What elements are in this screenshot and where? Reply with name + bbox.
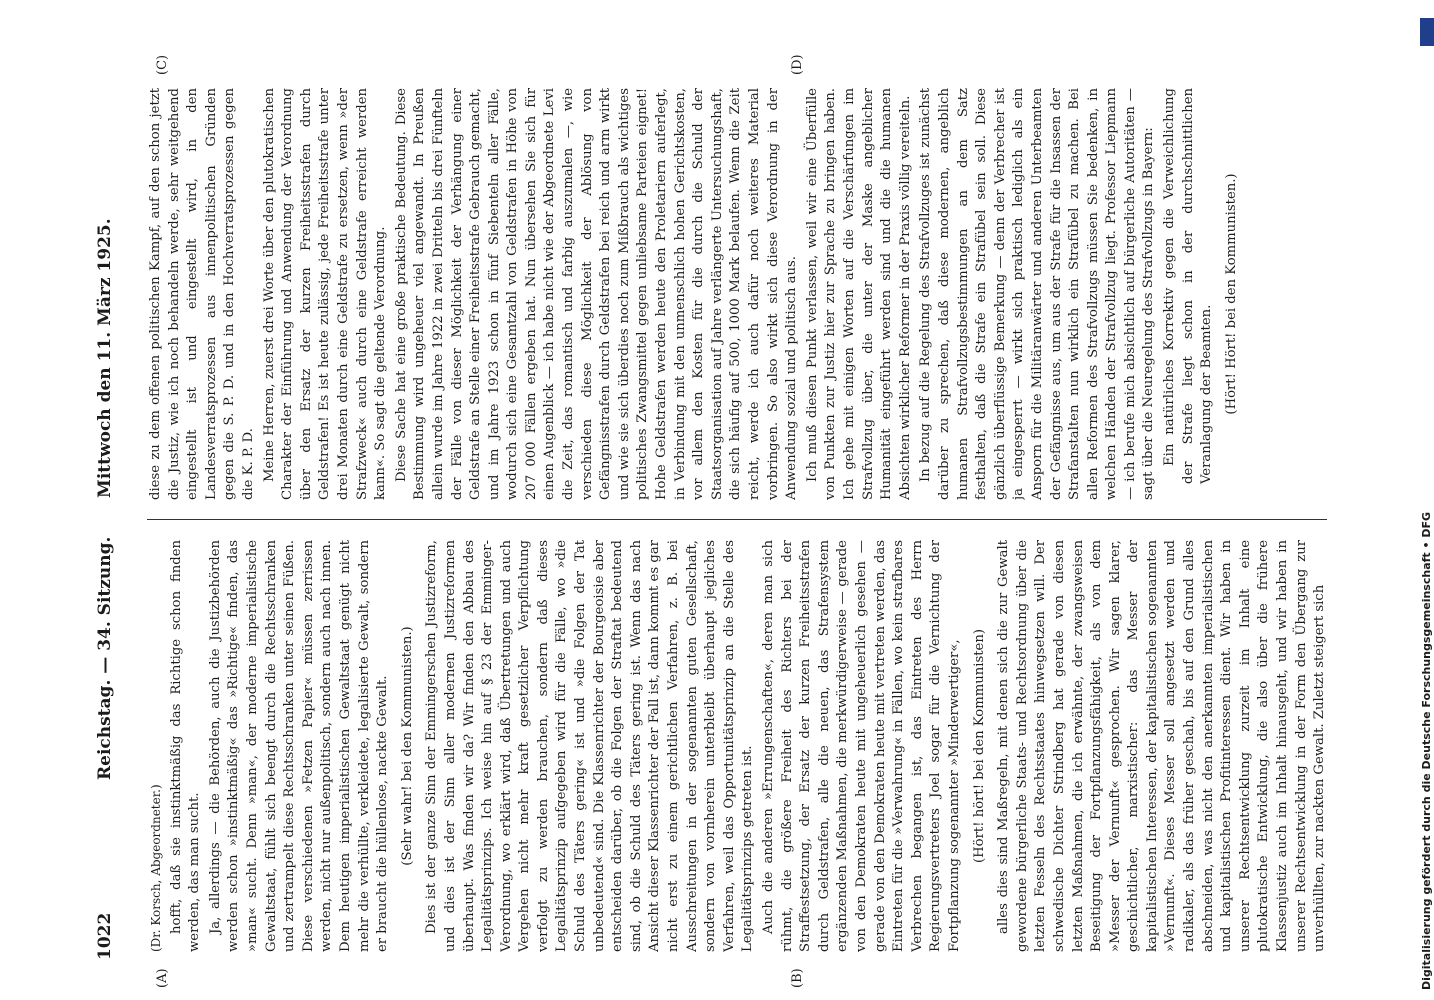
dfg-logo-icon	[1420, 18, 1434, 46]
paragraph: alles dies sind Maßregeln, mit denen sich die zur Gewalt gewordene bürgerliche Staats- und Rechtsordnung über die letzten Fesseln des Rechtsstaates hinwegsetzen will. Der schwedische Dichter Strindberg hat gerade von diesen letzten Maßnahmen, die ich erwähnte, der zwangsweisen Beseitigung der Fortpflanzungsfähigkeit, als von dem »Messer der Vernunft« gesprochen. Wir sagen klarer, geschichtlicher, marxistischer: das Messer der kapitalistischen Interessen, der kapitalistischen sogenannten »Vernunft«. Dieses Messer soll angesetzt werden und radikaler, als das früher geschah, bis auf den Grund alles abschneiden, was nicht den anerkannten imperialistischen und kapitalistischen Profitinteressen dient. Wir haben in unserer Rechtsentwicklung zurzeit im Inhalt eine plutokratische Entwicklung, die also über die frühere Klassenjustiz auch im Inhalt hinausgeht, und wir haben in unserer Rechtsentwicklung in der Form den Übergang zur unverhüllten, zur nackten Gewalt. Zuletzt steigert sich	[996, 540, 1328, 952]
paragraph: Ja, allerdings — die Behörden, auch die Justizbehörden werden schon »instinktmäßig« das »Richtige« finden, das »man« sucht. Denn »man«, der moderne imperialistische Gewaltstaat, fühlt sich beengt durch die Rechtsschranken und zertrampelt diese Rechtsschranken unter seinen Füßen. Diese verschiedenen »Fetzen Papier« müssen zerrissen werden, nicht nur außenpolitisch, sondern auch nach innen. Dem heutigen imperialistischen Gewaltstaat genügt nicht mehr die verhüllte, verkleidete, legalisierte Gewalt, sondern er braucht die hüllenlose, nackte Gewalt.	[207, 540, 391, 952]
column-divider	[147, 519, 1327, 520]
paragraph: Auch die anderen »Errungenschaften«, deren man sich rühmt, die größere Freiheit des Richters bei der Straffestsetzung, der Ersatz der kurzen Freiheitsstrafen durch Geldstrafen, alle die neuen, das Strafensystem ergänzenden Maßnahmen, die merkwürdigerweise — gerade von den Demokraten heute mit ungeheuerlich gesehen — gerade von den Demokraten heute mit vertreten werden, das Eintreten für die »Verwahrung« in Fällen, wo kein strafbares Verbrechen begangen ist, das Eintreten des Herrn Regierungsvertreters Joel sogar für die Vernichtung der Fortpflanzung sogenannter »Minderwertiger«,	[761, 540, 962, 952]
right-column	[147, 88, 1337, 500]
interjection: (Hört! hört! bei den Kommunisten)	[971, 629, 987, 863]
session-header: Reichstag. — 34. Sitzung.	[95, 536, 115, 780]
paragraph: Dies ist der ganze Sinn der Emmingerschen Justizreform, und dies ist der Sinn aller modernen Justizreformen überhaupt. Was finden wir da? Wir finden den Abbau des Legalitätsprinzips. Ich weise hin auf § 23 der Emminger-Verordnung, wo erklärt wird, daß Übertretungen und auch Vergehen nicht mehr kraft gesetzlicher Verpflichtung verfolgt zu werden brauchen, sondern daß dieses Legalitätsprinzip aufgegeben wird für die Fälle, wo »die Schuld des Täters gering« ist und »die Folgen der Tat unbedeutend« sind. Die Klassenrichter der Bourgeoisie aber entscheiden darüber, ob die Folgen der Straftat bedeutend sind, ob die Schuld des Täters gering ist. Wenn das nach Ansicht dieser Klassenrichter der Fall ist, dann kommt es gar nicht erst zu einem gerichtlichen Verfahren, z. B. bei Ausschreitungen in der sogenannten guten Gesellschaft, sondern von vornherein unterbleibt überhaupt jegliches Verfahren, weil das Opportunitätsprinzip an die Stelle des Legalitätsprinzips getreten ist.	[424, 540, 756, 952]
paragraph: hofft, daß sie instinktmäßig das Richtige schon finden werden, das man sucht.	[168, 540, 203, 952]
paragraph: Ich muß diesen Punkt verlassen, weil wir eine Überfülle von Punkten zur Justiz hier zur Sprache zu bringen haben. Ich gehe mit einigen Worten auf die Verschärfungen im Strafvollzug über, die unter der Maske angeblicher Humanität eingeführt werden sind und die die humanen Absichten wirklicher Reformer in der Praxis völlig vereiteln.	[804, 88, 913, 500]
margin-marker-b: (B)	[790, 968, 805, 988]
paragraph: Meine Herren, zuerst drei Worte über den plutokratischen Charakter der Einführung und Anwendung der Verordnung über den Ersatz der kurzen Freiheitsstrafen durch Geldstrafen! Es ist heute zulässig, jede Freiheitsstrafe unter drei Monaten durch eine Geldstrafe zu ersetzen, wenn »der Strafzweck« auch durch eine Geldstrafe erreicht werden kann«. So sagt die geltende Verordnung.	[261, 88, 389, 500]
paragraph: diese zu dem offenen politischen Kampf, auf den schon jetzt die Justiz, wie ich noch behandeln werde, sehr weitgehend eingestellt ist und eingestellt wird, in den Landesverratsprozessen aus innenpolitischen Gründen gegen die S. P. D. und in den Hochverratsprozessen gegen die K. P. D.	[148, 88, 256, 500]
digitization-credit	[1420, 10, 1434, 990]
margin-marker-d: (D)	[790, 54, 805, 75]
paragraph: Diese Sache hat eine große praktische Bedeutung. Diese Bestimmung wird ungeheuer viel angewandt. In Preußen allein wurde im Jahre 1922 in zwei Dritteln bis drei Fünfteln der Fälle von dieser Möglichkeit der Verhängung einer Geldstrafe an Stelle einer Freiheitsstrafe Gebrauch gemacht, und im Jahre 1923 schon in fünf Siebenteln aller Fälle, wodurch sich eine Gesamtzahl von Geldstrafen in Höhe von 207 000 Fällen ergeben hat. Nun übersehen Sie sich für einen Augenblick — ich habe nicht wie der Abgeordnete Levi die Zeit, das romantisch und farbig auszumalen —, wie verschieden diese Möglichkeit der Ablösung von Gefängnisstrafen durch Geldstrafen bei reich und arm wirkt und wie sie sich überdies noch zum Mißbrauch als wichtiges politisches Zwangsmittel gegen unliebsame Parteien eignet! Hohe Geldstrafen werden heute den Proletariern auferlegt, in Verbindung mit den unmenschlich hohen Gerichtskosten, vor allem den Kosten für die durch die Schuld der Staatsorganisation auf Jahre verlängerte Untersuchungshaft, die sich häufig auf 500, 1000 Mark belaufen. Wenn die Zeit reicht, werde ich auch dafür noch weiteres Material vorbringen. So also wirkt sich diese Verordnung in der Anwendung sozial und politisch aus.	[393, 88, 800, 500]
left-column	[147, 540, 1337, 952]
dfg-credit-text: Digitalisierung gefördert durch die Deutsche Forschungsgemeinschaft • DFG	[1420, 511, 1433, 990]
interjection: (Sehr wahr! bei den Kommunisten.)	[399, 626, 415, 866]
date-header: Mittwoch den 11. März 1925.	[95, 218, 115, 498]
rotated-page	[85, 54, 1365, 988]
page-number: 1022	[95, 912, 115, 960]
paragraph: In bezug auf die Regelung des Strafvollzuges ist zunächst darüber zu sprechen, daß diese modernen, angeblich humanen Strafvollzugsbestimmungen an dem Satz festhalten, daß die Strafe ein Strafübel sein soll. Diese gänzlich überflüssige Bemerkung — denn der Verbrecher ist ja eingesperrt — wirkt sich praktisch lediglich als ein Ansporn für die Militäranwärter und anderen Unterbeamten der Gefängnisse aus, um aus der Strafe für die Insassen der Strafanstalten nun wirklich ein Strafübel zu machen. Bei allen Reformen des Strafvollzugs müssen Sie bedenken, in welchen Händen der Strafvollzug liegt. Professor Liepmann — ich berufe mich absichtlich auf bürgerliche Autoritäten — sagt über die Neuregelung des Strafvollzugs in Bayern:	[918, 88, 1157, 500]
quotation: Ein natürliches Korrektiv gegen die Verweichlichung der Strafe liegt schon in der durchschnittlichen Veranlagung der Beamten.	[1162, 88, 1215, 484]
margin-marker-a: (A)	[155, 968, 170, 988]
speaker-label: (Dr. Korsch, Abgeordneter.)	[149, 784, 163, 952]
margin-marker-c: (C)	[155, 54, 170, 75]
interjection: (Hört! Hört! bei den Kommunisten.)	[1223, 173, 1239, 415]
